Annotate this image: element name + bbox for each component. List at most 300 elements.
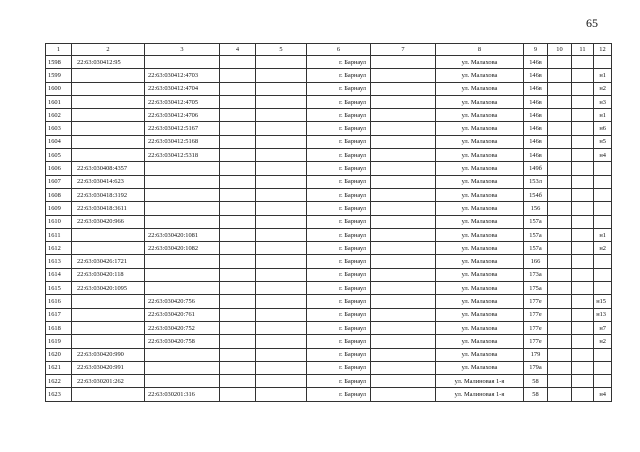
table-cell: 177е bbox=[524, 308, 548, 321]
table-cell bbox=[256, 162, 307, 175]
table-cell: г. Барнаул bbox=[307, 202, 371, 215]
table-cell: ул. Малахова bbox=[436, 56, 524, 69]
table-cell: 1613 bbox=[46, 255, 72, 268]
table-cell bbox=[371, 335, 436, 348]
table-cell: г. Барнаул bbox=[307, 215, 371, 228]
table-cell: г. Барнаул bbox=[307, 69, 371, 82]
table-cell bbox=[256, 348, 307, 361]
table-cell: 157а bbox=[524, 215, 548, 228]
table-cell: 22:63:030201:316 bbox=[145, 388, 220, 401]
table-cell: г. Барнаул bbox=[307, 308, 371, 321]
table-cell bbox=[256, 109, 307, 122]
table-cell bbox=[256, 335, 307, 348]
table-cell: 179а bbox=[524, 361, 548, 374]
table-header-row bbox=[46, 44, 612, 56]
table-cell bbox=[220, 188, 256, 201]
table-cell: ул. Малахова bbox=[436, 228, 524, 241]
table-cell bbox=[548, 375, 572, 388]
table-cell: н15 bbox=[594, 295, 612, 308]
table-cell bbox=[371, 255, 436, 268]
table-row bbox=[46, 255, 612, 268]
table-cell: н1 bbox=[594, 109, 612, 122]
table-cell: 1605 bbox=[46, 149, 72, 162]
table-cell bbox=[594, 282, 612, 295]
table-cell bbox=[145, 202, 220, 215]
table-cell: ул. Малахова bbox=[436, 149, 524, 162]
table-cell bbox=[548, 109, 572, 122]
table-cell: 1608 bbox=[46, 188, 72, 201]
column-header-11: 11 bbox=[572, 44, 594, 56]
table-cell bbox=[572, 202, 594, 215]
table-cell: г. Барнаул bbox=[307, 175, 371, 188]
table-cell: 146в bbox=[524, 135, 548, 148]
table-cell bbox=[594, 255, 612, 268]
table-cell: 22:63:030420:991 bbox=[72, 361, 145, 374]
table-cell: ул. Малахова bbox=[436, 308, 524, 321]
table-cell: 1610 bbox=[46, 215, 72, 228]
table-cell bbox=[72, 321, 145, 334]
table-cell bbox=[256, 282, 307, 295]
table-cell bbox=[572, 188, 594, 201]
table-cell: 1618 bbox=[46, 321, 72, 334]
table-cell: ул. Малахова bbox=[436, 282, 524, 295]
table-cell: ул. Малахова bbox=[436, 122, 524, 135]
table-cell: ул. Малахова bbox=[436, 188, 524, 201]
table-cell: 22:63:030412:4703 bbox=[145, 69, 220, 82]
table-cell bbox=[371, 135, 436, 148]
table-cell: 146в bbox=[524, 56, 548, 69]
table-cell bbox=[371, 308, 436, 321]
table-cell: н5 bbox=[594, 135, 612, 148]
table-cell bbox=[371, 268, 436, 281]
column-header-9: 9 bbox=[524, 44, 548, 56]
table-cell: г. Барнаул bbox=[307, 149, 371, 162]
table-cell bbox=[256, 82, 307, 95]
table-cell bbox=[72, 295, 145, 308]
table-cell: г. Барнаул bbox=[307, 188, 371, 201]
table-cell: г. Барнаул bbox=[307, 228, 371, 241]
table-cell bbox=[548, 348, 572, 361]
table-cell: н7 bbox=[594, 321, 612, 334]
table-cell: ул. Малиновая 1-я bbox=[436, 388, 524, 401]
table-cell: н1 bbox=[594, 69, 612, 82]
table-cell bbox=[548, 149, 572, 162]
table-cell: 1601 bbox=[46, 95, 72, 108]
table-cell bbox=[572, 361, 594, 374]
page-number: 65 bbox=[586, 16, 598, 30]
table-cell bbox=[220, 255, 256, 268]
table-cell bbox=[572, 375, 594, 388]
table-cell bbox=[256, 242, 307, 255]
table-row bbox=[46, 321, 612, 334]
table-cell: 22:63:030412:5318 bbox=[145, 149, 220, 162]
column-header-3: 3 bbox=[145, 44, 220, 56]
table-cell bbox=[548, 56, 572, 69]
table-cell: 1607 bbox=[46, 175, 72, 188]
table-cell: 22:63:030420:1082 bbox=[145, 242, 220, 255]
table-cell bbox=[548, 308, 572, 321]
table-cell: ул. Малахова bbox=[436, 69, 524, 82]
table-cell bbox=[572, 268, 594, 281]
table-cell bbox=[220, 388, 256, 401]
table-cell bbox=[548, 268, 572, 281]
table-row bbox=[46, 242, 612, 255]
table-cell: 22:63:030412:4706 bbox=[145, 109, 220, 122]
table-row bbox=[46, 95, 612, 108]
table-row bbox=[46, 375, 612, 388]
table-row bbox=[46, 109, 612, 122]
table-row bbox=[46, 215, 612, 228]
table-cell bbox=[256, 135, 307, 148]
table-cell bbox=[572, 82, 594, 95]
table-cell bbox=[145, 361, 220, 374]
table-cell bbox=[220, 321, 256, 334]
table-cell: 1600 bbox=[46, 82, 72, 95]
table-cell: 22:63:030412:4705 bbox=[145, 95, 220, 108]
table-cell bbox=[256, 149, 307, 162]
table-cell bbox=[371, 188, 436, 201]
table-cell bbox=[145, 348, 220, 361]
table-cell: ул. Малахова bbox=[436, 268, 524, 281]
table-cell: г. Барнаул bbox=[307, 95, 371, 108]
table-cell: 1616 bbox=[46, 295, 72, 308]
table-cell: г. Барнаул bbox=[307, 361, 371, 374]
table-cell bbox=[548, 295, 572, 308]
table-cell bbox=[220, 82, 256, 95]
table-cell: 157а bbox=[524, 228, 548, 241]
table-cell: г. Барнаул bbox=[307, 109, 371, 122]
table-cell bbox=[256, 295, 307, 308]
table-cell: 177е bbox=[524, 335, 548, 348]
table-row bbox=[46, 361, 612, 374]
table-cell: ул. Малахова bbox=[436, 175, 524, 188]
table-cell: 22:63:030408:4357 bbox=[72, 162, 145, 175]
table-cell: ул. Малахова bbox=[436, 361, 524, 374]
table-cell bbox=[371, 375, 436, 388]
table-cell bbox=[145, 282, 220, 295]
table-cell: г. Барнаул bbox=[307, 268, 371, 281]
table-cell: г. Барнаул bbox=[307, 335, 371, 348]
table-body bbox=[46, 56, 612, 402]
table-cell bbox=[72, 228, 145, 241]
column-header-7: 7 bbox=[371, 44, 436, 56]
table-cell bbox=[371, 175, 436, 188]
table-cell bbox=[145, 188, 220, 201]
table-cell: н4 bbox=[594, 149, 612, 162]
table-cell bbox=[572, 215, 594, 228]
table-cell bbox=[594, 175, 612, 188]
table-cell: г. Барнаул bbox=[307, 282, 371, 295]
table-cell: г. Барнаул bbox=[307, 375, 371, 388]
table-cell bbox=[220, 122, 256, 135]
table-cell: 22:63:030412:4704 bbox=[145, 82, 220, 95]
table-cell bbox=[572, 242, 594, 255]
table-cell: г. Барнаул bbox=[307, 82, 371, 95]
table-cell bbox=[371, 202, 436, 215]
table-cell bbox=[572, 388, 594, 401]
table-cell: г. Барнаул bbox=[307, 135, 371, 148]
table-cell: ул. Малахова bbox=[436, 321, 524, 334]
table-cell bbox=[145, 268, 220, 281]
table-row bbox=[46, 56, 612, 69]
table-row bbox=[46, 175, 612, 188]
column-header-6: 6 bbox=[307, 44, 371, 56]
table-cell bbox=[548, 82, 572, 95]
table-cell: 22:63:030420:756 bbox=[145, 295, 220, 308]
table-cell: 175а bbox=[524, 282, 548, 295]
column-header-2: 2 bbox=[72, 44, 145, 56]
table-cell bbox=[371, 242, 436, 255]
table-cell bbox=[572, 109, 594, 122]
table-cell bbox=[72, 308, 145, 321]
table-cell bbox=[72, 122, 145, 135]
table-row bbox=[46, 162, 612, 175]
table-cell: 22:63:030420:118 bbox=[72, 268, 145, 281]
table-cell: г. Барнаул bbox=[307, 56, 371, 69]
table-cell bbox=[548, 175, 572, 188]
column-header-12: 12 bbox=[594, 44, 612, 56]
table-cell: 146в bbox=[524, 109, 548, 122]
table-cell bbox=[72, 82, 145, 95]
table-cell bbox=[256, 228, 307, 241]
table-cell bbox=[371, 162, 436, 175]
table-cell bbox=[72, 109, 145, 122]
table-cell bbox=[220, 242, 256, 255]
table-cell bbox=[220, 361, 256, 374]
table-cell bbox=[72, 388, 145, 401]
table-cell bbox=[572, 175, 594, 188]
table-cell: ул. Малахова bbox=[436, 162, 524, 175]
table-cell: 22:63:030412:95 bbox=[72, 56, 145, 69]
table-cell: ул. Малахова bbox=[436, 202, 524, 215]
column-header-8: 8 bbox=[436, 44, 524, 56]
table-cell bbox=[220, 149, 256, 162]
table-cell: ул. Малиновая 1-я bbox=[436, 375, 524, 388]
table-row bbox=[46, 282, 612, 295]
table-cell bbox=[594, 162, 612, 175]
table-cell: ул. Малахова bbox=[436, 82, 524, 95]
table-cell bbox=[371, 295, 436, 308]
table-cell bbox=[594, 56, 612, 69]
table-cell: 166 bbox=[524, 255, 548, 268]
table-cell bbox=[220, 56, 256, 69]
table-cell: 58 bbox=[524, 388, 548, 401]
table-row bbox=[46, 202, 612, 215]
table-cell bbox=[548, 215, 572, 228]
table-cell bbox=[371, 149, 436, 162]
table-cell: г. Барнаул bbox=[307, 122, 371, 135]
table-cell bbox=[371, 228, 436, 241]
column-header-4: 4 bbox=[220, 44, 256, 56]
table-cell bbox=[594, 268, 612, 281]
table-cell bbox=[256, 308, 307, 321]
table-cell bbox=[145, 215, 220, 228]
table-cell: н2 bbox=[594, 335, 612, 348]
table-cell bbox=[256, 388, 307, 401]
table-cell bbox=[220, 162, 256, 175]
table-cell bbox=[594, 375, 612, 388]
table-cell: 22:63:030420:758 bbox=[145, 335, 220, 348]
table-cell: г. Барнаул bbox=[307, 388, 371, 401]
table-cell bbox=[256, 95, 307, 108]
table-cell bbox=[371, 95, 436, 108]
table-cell: 157а bbox=[524, 242, 548, 255]
table-cell: ул. Малахова bbox=[436, 135, 524, 148]
table-cell: н4 bbox=[594, 388, 612, 401]
table-cell bbox=[256, 56, 307, 69]
table-cell: 179 bbox=[524, 348, 548, 361]
table-cell: 22:63:030414:623 bbox=[72, 175, 145, 188]
column-header-1: 1 bbox=[46, 44, 72, 56]
table-cell bbox=[72, 69, 145, 82]
table-cell: 22:63:030201:262 bbox=[72, 375, 145, 388]
table-cell bbox=[572, 282, 594, 295]
table-cell bbox=[572, 335, 594, 348]
table-cell bbox=[572, 348, 594, 361]
table-row bbox=[46, 82, 612, 95]
table-cell: ул. Малахова bbox=[436, 295, 524, 308]
table-cell bbox=[572, 228, 594, 241]
table-cell bbox=[371, 388, 436, 401]
table-cell bbox=[572, 135, 594, 148]
table-cell: ул. Малахова bbox=[436, 109, 524, 122]
table-cell bbox=[256, 122, 307, 135]
table-cell: н3 bbox=[594, 95, 612, 108]
table-cell bbox=[145, 175, 220, 188]
table-cell bbox=[572, 95, 594, 108]
table-cell bbox=[72, 95, 145, 108]
table-cell: 1609 bbox=[46, 202, 72, 215]
table-cell: н13 bbox=[594, 308, 612, 321]
table-cell: н6 bbox=[594, 122, 612, 135]
table-cell bbox=[220, 268, 256, 281]
table-cell bbox=[220, 135, 256, 148]
table-cell bbox=[72, 149, 145, 162]
column-header-10: 10 bbox=[548, 44, 572, 56]
table-row bbox=[46, 188, 612, 201]
table-cell: 153л bbox=[524, 175, 548, 188]
table-cell bbox=[220, 308, 256, 321]
table-cell bbox=[548, 202, 572, 215]
table-cell bbox=[145, 56, 220, 69]
column-header-5: 5 bbox=[256, 44, 307, 56]
table-row bbox=[46, 348, 612, 361]
table-cell bbox=[220, 69, 256, 82]
table-cell bbox=[256, 175, 307, 188]
table-cell bbox=[594, 215, 612, 228]
table-cell bbox=[548, 228, 572, 241]
table-cell: г. Барнаул bbox=[307, 295, 371, 308]
table-cell: 146в bbox=[524, 82, 548, 95]
table-cell: 1623 bbox=[46, 388, 72, 401]
table-cell: 22:63:030420:752 bbox=[145, 321, 220, 334]
table-cell: 22:63:030420:761 bbox=[145, 308, 220, 321]
table-cell: ул. Малахова bbox=[436, 348, 524, 361]
table-cell bbox=[572, 255, 594, 268]
table-cell bbox=[548, 388, 572, 401]
table-cell: 1604 bbox=[46, 135, 72, 148]
table-cell bbox=[371, 69, 436, 82]
table-cell bbox=[371, 282, 436, 295]
table-cell: 1615 bbox=[46, 282, 72, 295]
table-cell: 177е bbox=[524, 321, 548, 334]
table-cell: 22:63:030412:5168 bbox=[145, 135, 220, 148]
table-cell bbox=[548, 69, 572, 82]
table-cell bbox=[548, 255, 572, 268]
table-cell bbox=[548, 188, 572, 201]
table-cell: ул. Малахова bbox=[436, 242, 524, 255]
table-cell: 1614 bbox=[46, 268, 72, 281]
table-cell: 22:63:030420:966 bbox=[72, 215, 145, 228]
table-row bbox=[46, 122, 612, 135]
table-cell bbox=[72, 335, 145, 348]
table-cell bbox=[572, 149, 594, 162]
table-row bbox=[46, 335, 612, 348]
table-cell: 1606 bbox=[46, 162, 72, 175]
table-cell: 1622 bbox=[46, 375, 72, 388]
table-cell bbox=[220, 295, 256, 308]
table-cell bbox=[220, 175, 256, 188]
table-cell: н2 bbox=[594, 82, 612, 95]
table-cell bbox=[256, 69, 307, 82]
table-cell: ул. Малахова bbox=[436, 255, 524, 268]
table-cell: 146в bbox=[524, 69, 548, 82]
table-cell bbox=[548, 282, 572, 295]
table-cell bbox=[256, 255, 307, 268]
table-cell bbox=[220, 335, 256, 348]
table-cell: г. Барнаул bbox=[307, 348, 371, 361]
table-cell: 22:63:030426:1721 bbox=[72, 255, 145, 268]
table-cell bbox=[145, 162, 220, 175]
table-cell bbox=[572, 162, 594, 175]
table-cell bbox=[548, 95, 572, 108]
table-cell bbox=[548, 135, 572, 148]
table-cell bbox=[594, 348, 612, 361]
table-row bbox=[46, 268, 612, 281]
table-cell bbox=[220, 282, 256, 295]
table-cell: ул. Малахова bbox=[436, 215, 524, 228]
table-row bbox=[46, 135, 612, 148]
table-cell bbox=[371, 56, 436, 69]
table-cell: 22:63:030420:1081 bbox=[145, 228, 220, 241]
table-cell: 146в bbox=[524, 95, 548, 108]
table-cell bbox=[594, 361, 612, 374]
table-cell bbox=[572, 308, 594, 321]
table-cell: 58 bbox=[524, 375, 548, 388]
table-cell bbox=[371, 348, 436, 361]
registry-table bbox=[45, 43, 612, 402]
table-cell bbox=[371, 109, 436, 122]
table-cell bbox=[572, 56, 594, 69]
table-row bbox=[46, 69, 612, 82]
table-cell: н1 bbox=[594, 228, 612, 241]
table-row bbox=[46, 308, 612, 321]
table-cell bbox=[371, 321, 436, 334]
table-cell: 173а bbox=[524, 268, 548, 281]
table-cell: г. Барнаул bbox=[307, 242, 371, 255]
table-cell bbox=[548, 162, 572, 175]
table-cell bbox=[548, 122, 572, 135]
table-cell bbox=[220, 228, 256, 241]
table-row bbox=[46, 388, 612, 401]
table-cell bbox=[220, 95, 256, 108]
table-cell: 149б bbox=[524, 162, 548, 175]
table-cell bbox=[548, 361, 572, 374]
table-cell: 22:63:030418:3192 bbox=[72, 188, 145, 201]
table-cell bbox=[572, 122, 594, 135]
table-cell bbox=[220, 215, 256, 228]
table-cell: 22:63:030420:1095 bbox=[72, 282, 145, 295]
